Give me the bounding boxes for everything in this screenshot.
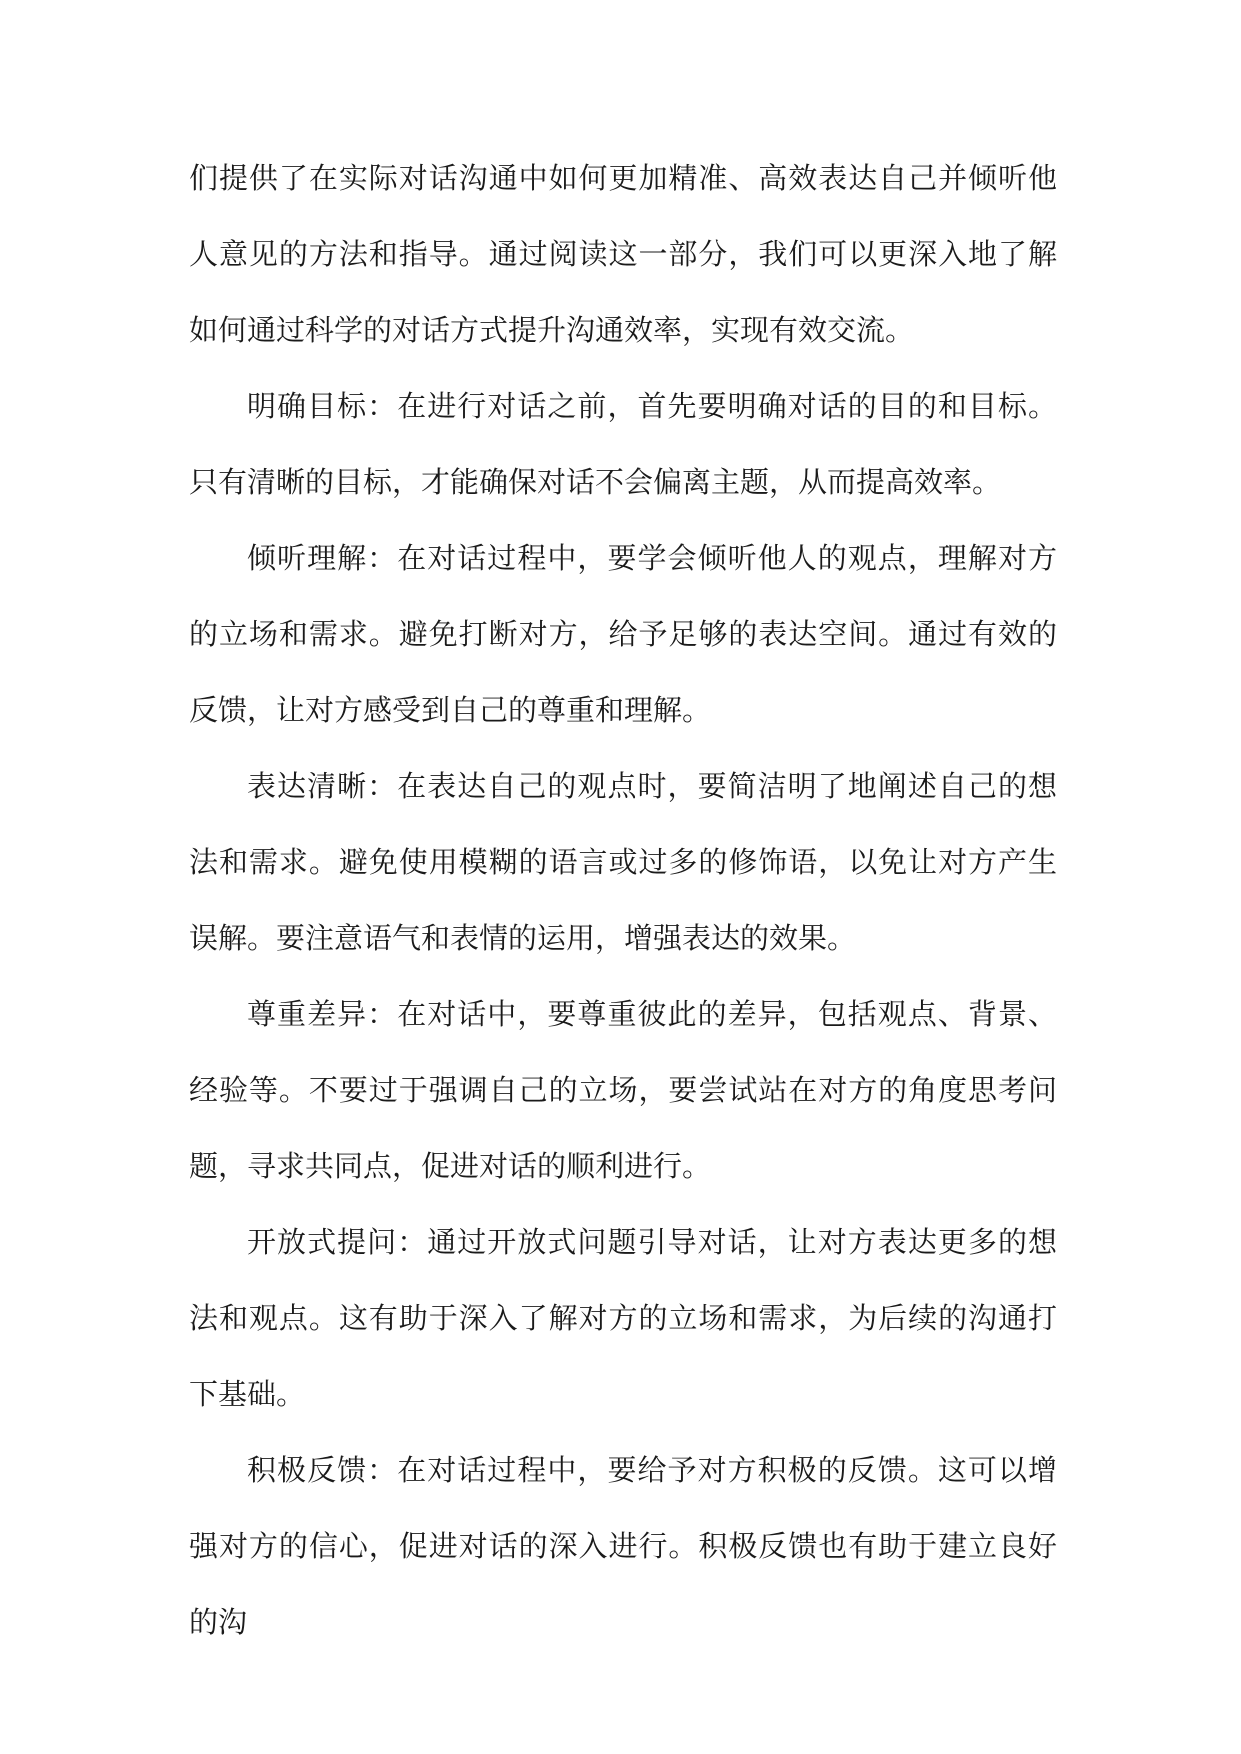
paragraph-open-questions: 开放式提问：通过开放式问题引导对话，让对方表达更多的想法和观点。这有助于深入了解对方的立场和需求，为后续的沟通打下基础。 [189, 1225, 1057, 1411]
document-body [189, 140, 1057, 1660]
paragraph-intro-continued: 们提供了在实际对话沟通中如何更加精准、高效表达自己并倾听他人意见的方法和指导。通过阅读这一部分，我们可以更深入地了解如何通过科学的对话方式提升沟通效率，实现有效交流。 [189, 161, 1057, 347]
paragraph-listening: 倾听理解：在对话过程中，要学会倾听他人的观点，理解对方的立场和需求。避免打断对方，给予足够的表达空间。通过有效的反馈，让对方感受到自己的尊重和理解。 [189, 541, 1057, 727]
paragraph-positive-feedback: 积极反馈：在对话过程中，要给予对方积极的反馈。这可以增强对方的信心，促进对话的深入进行。积极反馈也有助于建立良好的沟 [189, 1453, 1057, 1639]
paragraph-clear-goals: 明确目标：在进行对话之前，首先要明确对话的目的和目标。只有清晰的目标，才能确保对话不会偏离主题，从而提高效率。 [189, 389, 1057, 499]
paragraph-respect-differences: 尊重差异：在对话中，要尊重彼此的差异，包括观点、背景、经验等。不要过于强调自己的立场，要尝试站在对方的角度思考问题，寻求共同点，促进对话的顺利进行。 [189, 997, 1057, 1183]
paragraph-clear-expression: 表达清晰：在表达自己的观点时，要简洁明了地阐述自己的想法和需求。避免使用模糊的语言或过多的修饰语，以免让对方产生误解。要注意语气和表情的运用，增强表达的效果。 [189, 769, 1057, 955]
